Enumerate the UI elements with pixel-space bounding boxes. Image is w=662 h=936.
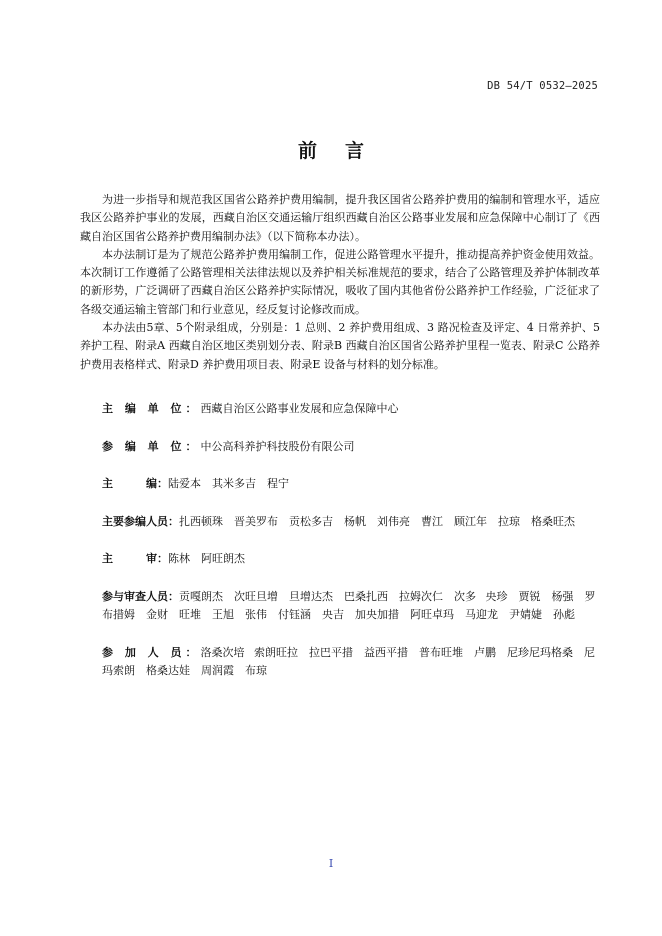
credit-chief-editor-unit <box>102 400 602 419</box>
document-code: DB 54/T 0532—2025 <box>487 80 598 92</box>
credit-value: 贡嘎朗杰 次旺旦增 旦增达杰 巴桑扎西 拉姆次仁 次多 央珍 贾锐 杨强 罗布措姆 金财 旺堆 王旭 张伟 付钰涵 央吉 加央加措 阿旺卓玛 马迎龙 尹婧婕 孙彪 <box>102 589 596 621</box>
credit-label: 参与审查人员： <box>102 589 179 603</box>
foreword-paragraph: 本办法由5章、5个附录组成，分别是：1 总则、2 养护费用组成、3 路况检查及评定、4 日常养护、5 养护工程、附录A 西藏自治区地区类别划分表、附录B 西藏自治区国省公路养护里程一览表、附录C 公路养护费用表格样式、附录D 养护费用项目表、附录E 设备与材料的划分标准。 <box>80 321 600 371</box>
credit-co-editor-unit <box>102 438 602 457</box>
credit-reviewers <box>102 588 602 625</box>
credit-value: 西藏自治区公路事业发展和应急保障中心 <box>200 402 399 415</box>
credit-main-contributors <box>102 513 602 532</box>
credit-value: 扎西顿珠 晋美罗布 贡松多吉 杨帆 刘伟亮 曹江 顾江年 拉琼 格桑旺杰 <box>179 514 575 528</box>
foreword-body <box>80 191 600 374</box>
credit-value: 洛桑次培 索朗旺拉 拉巴平措 益西平措 普布旺堆 卢鹏 尼珍尼玛格桑 尼玛索朗 格桑达娃 周润霞 布琼 <box>102 645 595 677</box>
page-number: I <box>328 857 334 870</box>
credit-participants <box>102 644 602 681</box>
credit-value: 陈林 阿旺朗杰 <box>168 552 245 565</box>
credit-value: 中公高科养护科技股份有限公司 <box>200 439 355 453</box>
credit-label: 主 编： <box>102 477 168 490</box>
page-title: 前言 <box>297 140 392 162</box>
credit-label: 参 编 单 位： <box>102 439 201 453</box>
foreword-paragraph: 为进一步指导和规范我区国省公路养护费用编制，提升我区国省公路养护费用的编制和管理水平，适应我区公路养护事业的发展，西藏自治区交通运输厅组织西藏自治区公路事业发展和应急保障中心制订了《西藏自治区国省公路养护费用编制办法》（以下简称本办法）。 <box>80 193 600 243</box>
credit-value: 陆爱本 其米多吉 程宁 <box>168 477 289 490</box>
foreword-paragraph: 本办法制订是为了规范公路养护费用编制工作，促进公路管理水平提升，推动提高养护资金使用效益。本次制订工作遵循了公路管理相关法律法规以及养护相关标准规范的要求，结合了公路管理及养护体制改革的新形势，广泛调研了西藏自治区公路养护实际情况，吸收了国内其他省份公路养护工作经验，广泛征求了各级交通运输主管部门和行业意见，经反复讨论修改而成。 <box>80 247 600 316</box>
credit-label: 参 加 人 员： <box>102 645 201 659</box>
credit-label: 主 编 单 位： <box>102 402 201 415</box>
credits-list <box>102 400 602 700</box>
credit-chief-editor <box>102 475 602 494</box>
credit-label: 主要参编人员： <box>102 514 179 528</box>
credit-chief-reviewer <box>102 550 602 569</box>
credit-label: 主 审： <box>102 552 168 565</box>
